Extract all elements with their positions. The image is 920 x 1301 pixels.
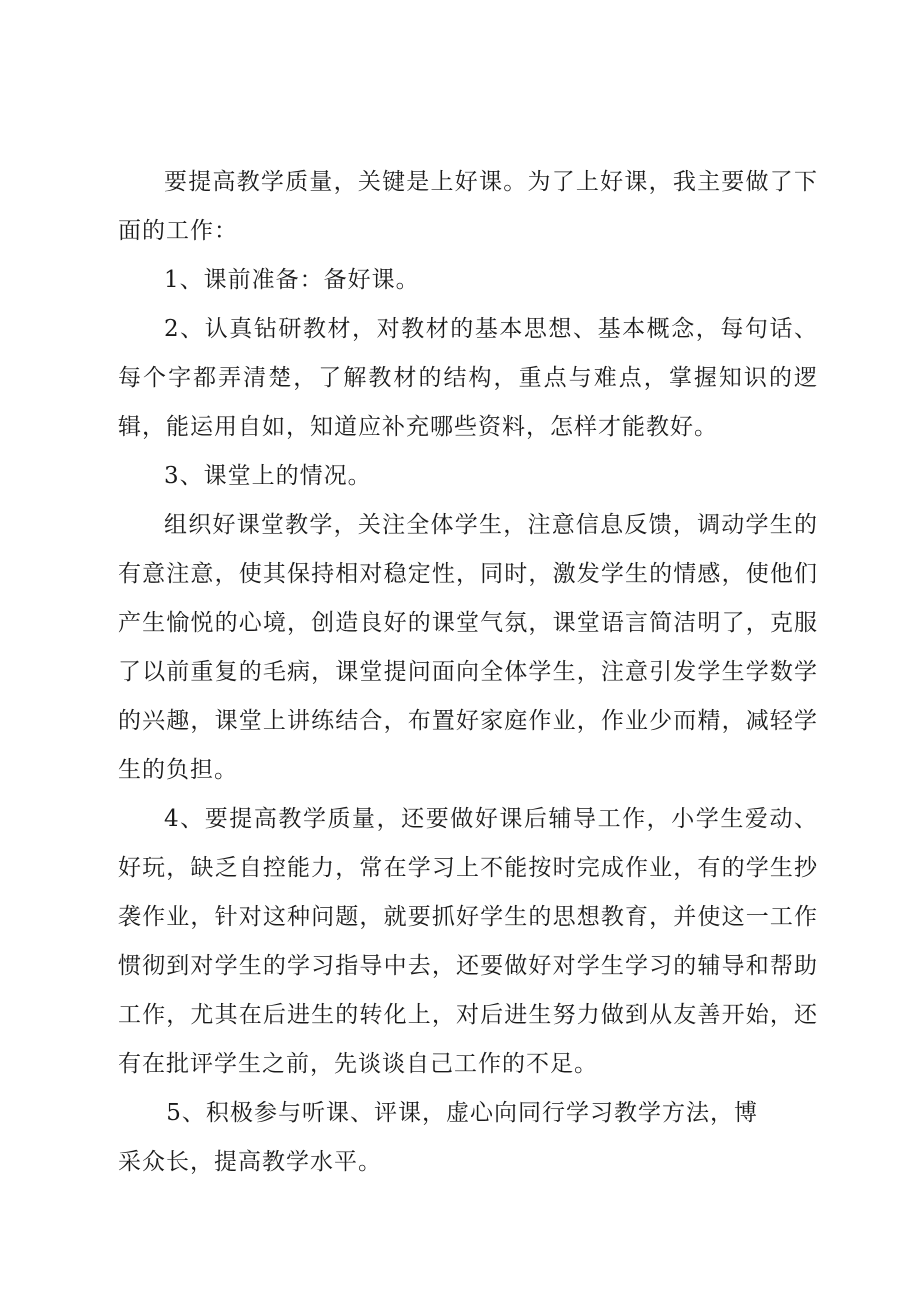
document-body [118, 158, 818, 1187]
paragraph-classroom: 组织好课堂教学，关注全体学生，注意信息反馈，调动学生的有意注意，使其保持相对稳定性，同时，激发学生的情感，使他们产生愉悦的心境，创造良好的课堂气氛，课堂语言简洁明了，克服了以前重复的毛病，课堂提问面向全体学生，注意引发学生学数学的兴趣，课堂上讲练结合，布置好家庭作业，作业少而精，减轻学生的负担。 [118, 512, 818, 783]
paragraph-intro: 要提高教学质量，关键是上好课。为了上好课，我主要做了下面的工作： [118, 169, 818, 244]
paragraph-item-1: 1、课前准备：备好课。 [164, 267, 420, 293]
paragraph-item-3: 3、课堂上的情况。 [164, 463, 372, 489]
paragraph-item-4: 4、要提高教学质量，还要做好课后辅导工作，小学生爱动、好玩，缺乏自控能力，常在学习上不能按时完成作业，有的学生抄袭作业，针对这种问题，就要抓好学生的思想教育，并使这一工作惯彻到对学生的学习指导中去，还要做好对学生学习的辅导和帮助工作，尤其在后进生的转化上，对后进生努力做到从友善开始，还有在批评学生之前，先谈谈自己工作的不足。 [118, 806, 818, 1077]
paragraph-item-5: 5、积极参与听课、评课，虚心向同行学习教学方法，博采众长，提高教学水平。 [118, 1100, 758, 1175]
paragraph-item-2: 2、认真钻研教材，对教材的基本思想、基本概念，每句话、每个字都弄清楚，了解教材的结构，重点与难点，掌握知识的逻辑，能运用自如，知道应补充哪些资料，怎样才能教好。 [118, 316, 818, 440]
